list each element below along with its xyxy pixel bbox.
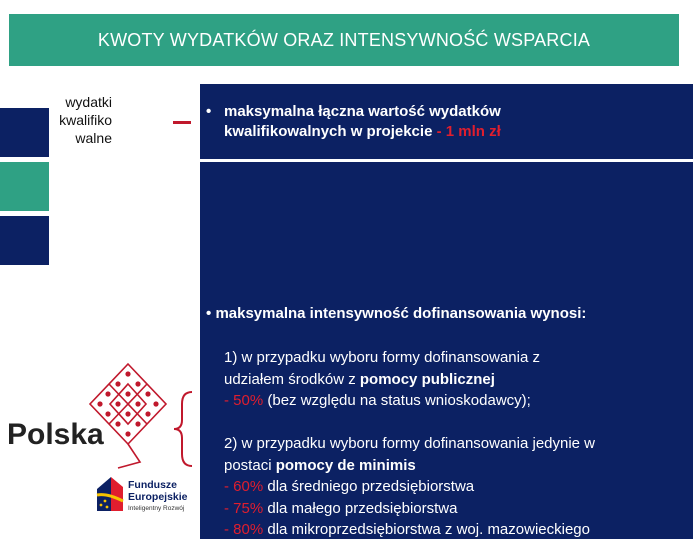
percent-value: - 75%	[224, 499, 268, 517]
intensity-heading	[206, 304, 676, 324]
side-label-line: kwalifiko	[59, 112, 112, 128]
max-expense-line1: maksymalna łączna wartość wydatków	[224, 103, 501, 120]
percent-row-text: dla mikroprzedsiębiorstwa z woj. mazowieckiego	[267, 521, 590, 538]
intensity-heading-text: maksymalna intensywność dofinansowania wynosi:	[215, 305, 587, 322]
percent-row-text: dla małego przedsiębiorstwa	[267, 499, 458, 517]
option-public-aid	[224, 347, 694, 412]
fe-line: Fundusze	[128, 479, 177, 491]
polska-pattern-icon	[88, 362, 168, 472]
percent-row	[224, 498, 694, 520]
percent-row-text: dla średniego przedsiębiorstwa	[267, 478, 475, 495]
option-de-minimis	[224, 433, 694, 541]
percent-value: - 80%	[224, 521, 268, 538]
sidebar-square-navy-bottom	[0, 216, 49, 265]
option-line	[224, 369, 694, 391]
option-line: 1) w przypadku wyboru formy dofinansowania z	[224, 349, 540, 366]
percent-row	[224, 519, 694, 541]
option-text: udziałem środków z	[224, 370, 360, 388]
max-expense-box	[200, 84, 693, 159]
side-label-line: wydatki	[65, 94, 112, 110]
side-label	[40, 93, 112, 147]
max-expense-text	[206, 102, 664, 142]
max-expense-line2-text: kwalifikowalnych w projekcie	[224, 123, 437, 140]
option-text: postaci	[224, 456, 276, 474]
page-title-bar	[9, 14, 679, 66]
dash-marker	[173, 121, 191, 124]
sidebar-square-teal	[0, 162, 49, 211]
fe-subline: Inteligentny Rozwój	[128, 505, 185, 512]
polska-logo: Polska	[7, 418, 104, 451]
side-label-line: walne	[75, 130, 112, 146]
option-emphasis: pomocy de minimis	[275, 456, 416, 474]
option-text: (bez względu na status wnioskodawcy);	[267, 392, 531, 409]
option-line	[224, 455, 694, 477]
brace-icon	[170, 390, 194, 468]
bullet: •	[206, 103, 212, 120]
fe-line: Europejskie	[128, 491, 188, 503]
bullet: •	[206, 305, 212, 322]
option-line	[224, 390, 694, 412]
fundusze-europejskie-logo-icon	[95, 475, 125, 513]
option-emphasis: pomocy publicznej	[359, 370, 495, 388]
intensity-box	[200, 162, 693, 539]
option-line: 2) w przypadku wyboru formy dofinansowania jedynie w	[224, 435, 596, 452]
percent-value: - 50%	[224, 392, 268, 409]
page-title: KWOTY WYDATKÓW ORAZ INTENSYWNOŚĆ WSPARCIA	[97, 29, 591, 50]
max-expense-value: - 1 mln zł	[436, 123, 501, 140]
fundusze-europejskie-text	[128, 479, 188, 515]
percent-row	[224, 476, 694, 498]
max-expense-line2	[224, 122, 664, 142]
percent-value: - 60%	[224, 478, 268, 495]
